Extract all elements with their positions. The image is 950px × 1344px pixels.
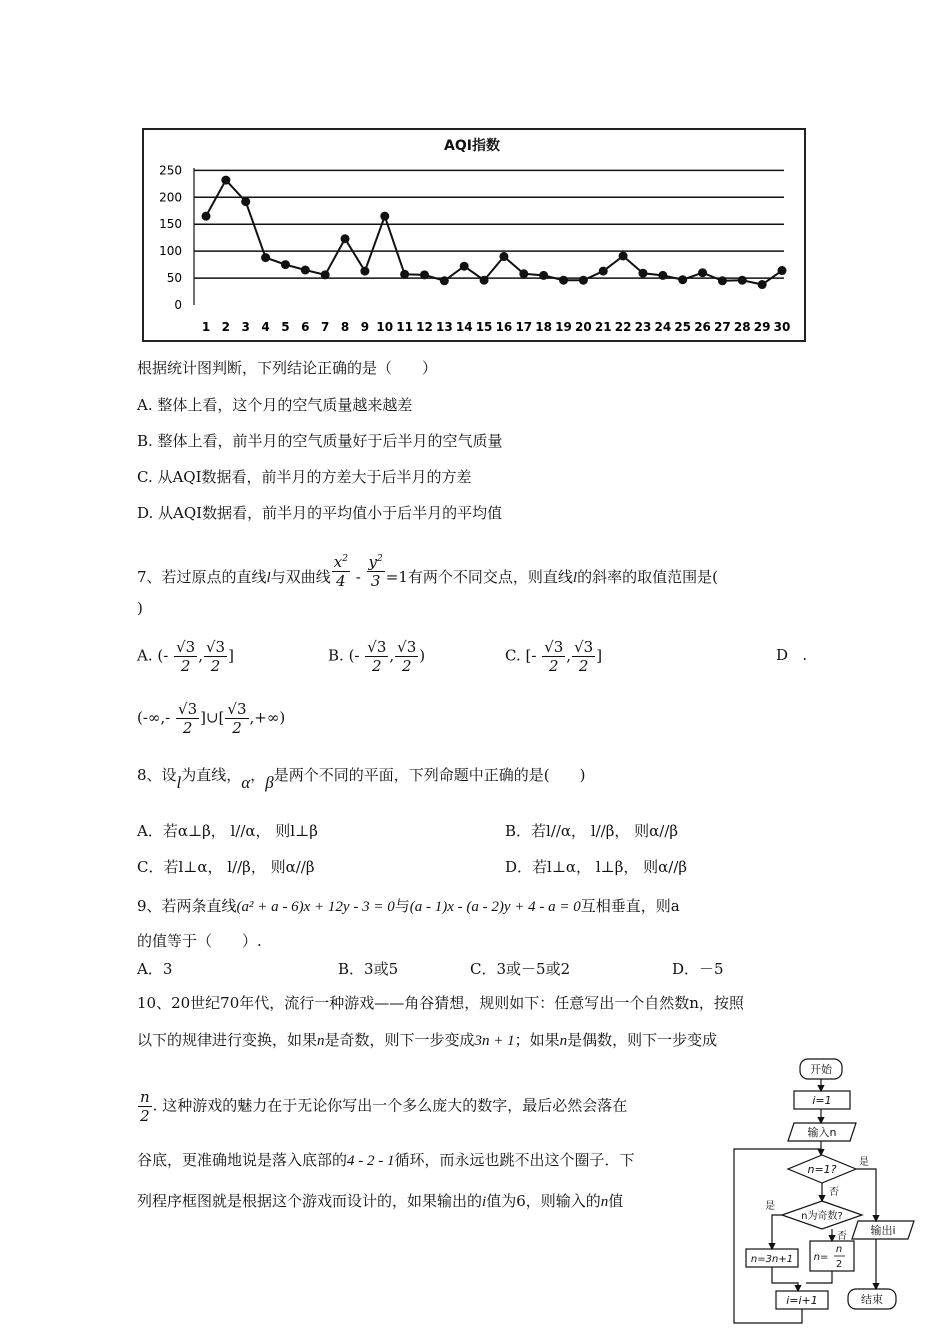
data-point — [480, 276, 489, 285]
q6-option-a: A. 整体上看，这个月的空气质量越来越差 — [137, 396, 413, 414]
x-tick-label: 23 — [634, 320, 652, 334]
x-tick-label: 30 — [773, 320, 791, 334]
q10-line1: 10、20世纪70年代，流行一种游戏——角谷猜想，规则如下：任意写出一个自然数n，按照 — [137, 994, 744, 1012]
x-tick-label: 16 — [495, 320, 513, 334]
x-tick-label: 29 — [753, 320, 771, 334]
data-point — [778, 266, 787, 275]
flowchart — [730, 1055, 940, 1340]
x-tick-label: 10 — [376, 320, 394, 334]
data-point — [281, 260, 290, 269]
q8-stem: 8、设l为直线，α，β是两个不同的平面，下列命题中正确的是( ) — [137, 766, 586, 792]
data-point — [341, 234, 350, 243]
data-point — [241, 197, 250, 206]
q7-option-b: B. (- $\frac{√3}{2}$ , $\frac{√3}{2}$ ) — [328, 638, 426, 675]
flow-init-label: i=1 — [812, 1094, 832, 1107]
flow-inc-label: i=i+1 — [786, 1294, 818, 1307]
x-tick-label: 14 — [455, 320, 473, 334]
data-point — [718, 276, 727, 285]
data-point — [599, 267, 608, 276]
data-point — [678, 275, 687, 284]
data-point — [619, 252, 628, 261]
data-point — [400, 270, 409, 279]
x-tick-label: 9 — [360, 320, 370, 334]
data-point — [301, 266, 310, 275]
aqi-series-line — [206, 180, 782, 284]
data-point — [638, 269, 647, 278]
flow-no-1: 否 — [829, 1187, 839, 1198]
q9-option-c: C．3或－5或2 — [470, 960, 571, 978]
x-tick-label: 3 — [241, 320, 250, 334]
x-tick-label: 18 — [535, 320, 553, 334]
flow-input-label: 输入n — [807, 1126, 837, 1139]
q7-close-paren: ) — [137, 599, 143, 617]
flow-cond2-label: n为奇数? — [801, 1211, 843, 1222]
data-point — [380, 212, 389, 221]
q10-line3: $\frac{n}{2}$ . 这种游戏的魅力在于无论你写出一个多么庞大的数字，最后必然会落在 — [140, 1088, 628, 1125]
q7-option-d-label: D . — [776, 646, 808, 664]
y-tick-label: 50 — [166, 271, 182, 286]
flow-yes-1: 是 — [859, 1157, 869, 1168]
q8-option-b: B．若l//α， l//β， 则α//β — [505, 822, 679, 840]
data-point — [579, 276, 588, 285]
x-tick-label: 5 — [281, 320, 290, 334]
data-point — [440, 276, 449, 285]
flow-even-prefix: n= — [813, 1252, 829, 1263]
q9-stem: 9、若两条直线(a² + a - 6)x + 12y - 3 = 0与(a - 1)x - (a - 2)y + 4 - a = 0互相垂直，则a — [137, 897, 680, 915]
x-tick-label: 8 — [340, 320, 350, 334]
q6-option-b: B. 整体上看，前半月的空气质量好于后半月的空气质量 — [137, 432, 503, 450]
x-tick-label: 17 — [515, 320, 533, 334]
q7-option-a: A. (- $\frac{√3}{2}$ , $\frac{√3}{2}$ ] — [137, 638, 234, 675]
flow-no-2: 否 — [837, 1231, 847, 1242]
q8-option-d: D．若l⊥α， l⊥β， 则α//β — [505, 858, 688, 876]
y-tick-label: 0 — [174, 298, 182, 312]
flow-end-label: 结束 — [861, 1293, 883, 1306]
q10-line5: 列程序框图就是根据这个游戏而设计的，如果输出的i值为6，则输入的n值 — [137, 1192, 624, 1210]
data-point — [499, 252, 508, 261]
x-tick-label: 15 — [475, 320, 493, 334]
x-tick-label: 27 — [714, 320, 731, 334]
q9-option-a: A．3 — [137, 960, 173, 978]
y-tick-label: 200 — [159, 190, 182, 205]
y-tick-label: 100 — [159, 244, 182, 259]
aqi-chart — [142, 128, 806, 342]
flow-start-label: 开始 — [810, 1063, 832, 1076]
data-point — [658, 271, 667, 280]
x-tick-label: 12 — [416, 320, 433, 334]
x-tick-label: 13 — [435, 320, 453, 334]
q10-line4: 谷底，更准确地说是落入底部的4 - 2 - 1循环，而永远也跳不出这个圈子．下 — [137, 1151, 635, 1169]
data-point — [221, 176, 230, 185]
q9-option-b: B．3或5 — [338, 960, 399, 978]
q8-option-c: C．若l⊥α， l//β， 则α//β — [137, 858, 315, 876]
data-point — [539, 271, 548, 280]
x-tick-label: 7 — [320, 320, 330, 334]
q9-option-d: D．－5 — [672, 960, 724, 978]
q7-option-c: C. [- $\frac{√3}{2}$ , $\frac{√3}{2}$ ] — [505, 638, 603, 675]
q10-line2: 以下的规律进行变换，如果n是奇数，则下一步变成3n + 1；如果n是偶数，则下一步变成 — [137, 1031, 718, 1049]
flow-even-2: 2 — [835, 1259, 843, 1270]
x-tick-label: 20 — [575, 320, 592, 334]
x-tick-label: 24 — [654, 320, 672, 334]
flow-output-label: 输出i — [870, 1224, 896, 1237]
data-point — [698, 268, 707, 277]
data-point — [261, 253, 270, 262]
x-tick-label: 25 — [674, 320, 692, 334]
data-point — [738, 276, 747, 285]
x-tick-label: 6 — [301, 320, 310, 334]
data-point — [360, 267, 369, 276]
chart-title: AQI指数 — [444, 138, 500, 154]
flow-even-n: n — [835, 1244, 843, 1255]
data-point — [321, 270, 330, 279]
data-point — [420, 270, 429, 279]
q9-stem-cont: 的值等于（ ）. — [137, 932, 262, 950]
x-tick-label: 26 — [694, 320, 711, 334]
data-point — [559, 276, 568, 285]
q7-stem: 7、若过原点的直线l与双曲线 $\frac{x^2}{4}$ - $\frac{y^2}{3}$ =1有两个不同交点，则直线l的斜率的取值范围是( — [137, 550, 718, 590]
q6-stem: 根据统计图判断，下列结论正确的是（ ） — [137, 359, 438, 377]
q6-option-d: D. 从AQI数据看，前半月的平均值小于后半月的平均值 — [137, 504, 503, 522]
x-tick-label: 1 — [201, 320, 211, 334]
flow-odd-label: n=3n+1 — [750, 1254, 794, 1265]
x-tick-label: 22 — [614, 320, 632, 334]
data-point — [460, 262, 469, 271]
q7-option-d: (-∞,- $\frac{√3}{2}$ ]∪[ $\frac{√3}{2}$ ,+∞) — [137, 700, 286, 737]
data-point — [519, 269, 528, 278]
x-tick-label: 2 — [221, 320, 231, 334]
x-tick-label: 21 — [594, 320, 612, 334]
flow-yes-2: 是 — [765, 1201, 775, 1212]
data-point — [202, 212, 211, 221]
x-tick-label: 19 — [555, 320, 572, 334]
q8-option-a: A．若α⊥β， l//α， 则l⊥β — [137, 822, 318, 840]
data-point — [758, 280, 767, 289]
x-tick-label: 11 — [396, 320, 413, 334]
x-tick-label: 4 — [261, 320, 270, 334]
x-tick-label: 28 — [733, 320, 751, 334]
y-tick-label: 250 — [159, 163, 182, 178]
y-tick-label: 150 — [159, 217, 182, 232]
flow-cond1-label: n=1? — [807, 1163, 837, 1176]
q6-option-c: C. 从AQI数据看，前半月的方差大于后半月的方差 — [137, 468, 472, 486]
